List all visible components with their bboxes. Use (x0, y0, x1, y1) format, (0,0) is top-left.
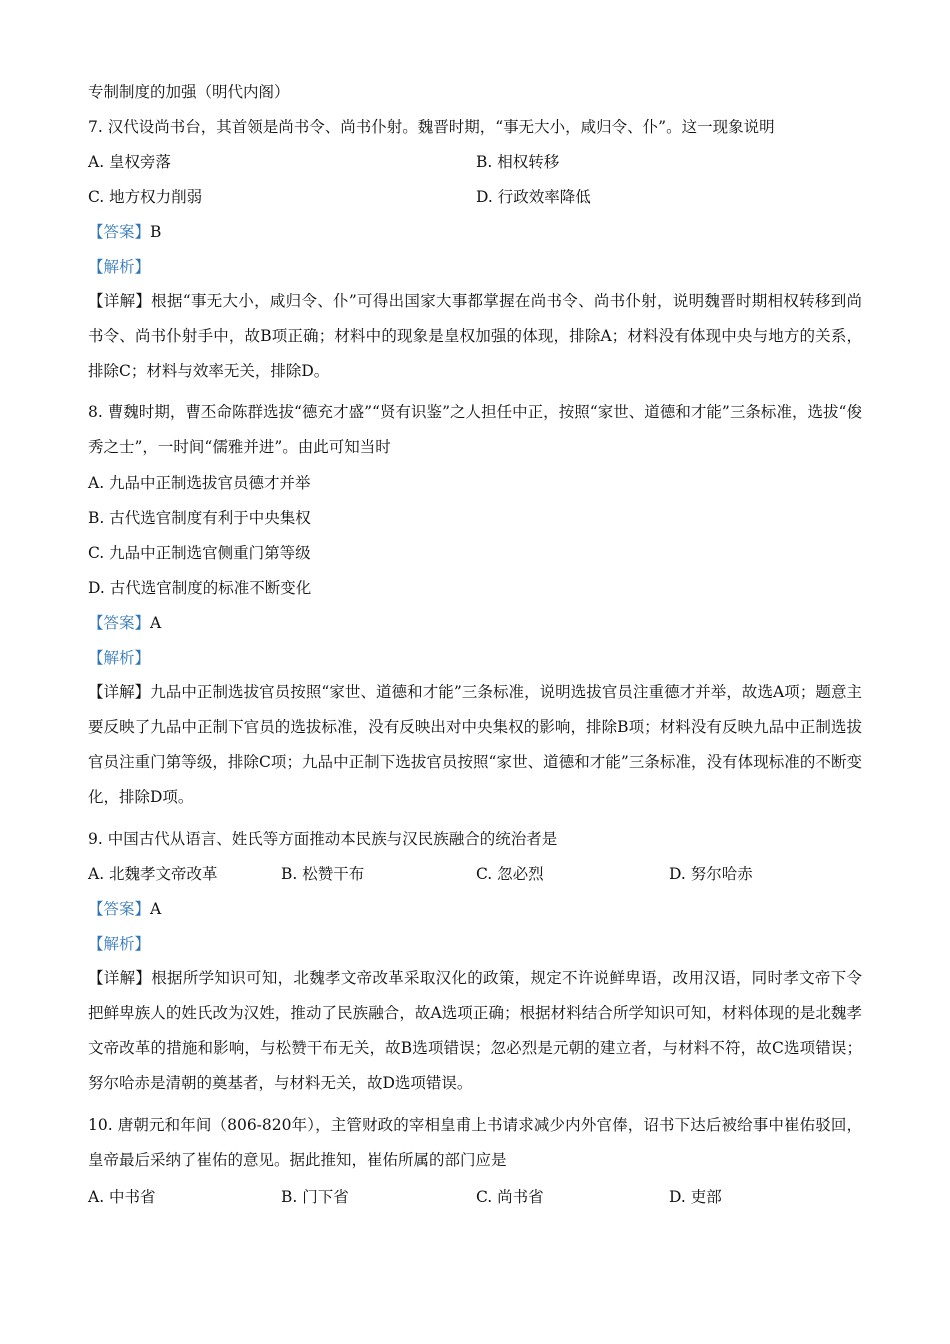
question-10-option-d: D. 吏部 (669, 1188, 722, 1206)
detail-tag: 【详解】 (88, 969, 152, 987)
question-8-option-d: D. 古代选官制度的标准不断变化 (88, 579, 312, 597)
question-7-detail (88, 284, 862, 389)
question-7-answer (88, 222, 161, 242)
question-7-analysis-tag: 【解析】 (88, 258, 151, 276)
question-10-stem: 10. 唐朝元和年间（806-820年），主管财政的宰相皇甫上书请求减少内外官俸，诏书下达后被给事中崔佑驳回，皇帝最后采纳了崔佑的意见。据此推知，崔佑所属的部门应是 (88, 1116, 862, 1169)
section-title: 专制制度的加强（明代内阁） (88, 83, 290, 101)
question-9-option-a: A. 北魏孝文帝改革 (88, 865, 218, 883)
question-9-option-b: B. 松赞干布 (281, 865, 365, 883)
detail-tag: 【详解】 (88, 292, 152, 310)
answer-tag: 【答案】 (88, 614, 151, 632)
question-8-option-b: B. 古代选官制度有利于中央集权 (88, 509, 311, 527)
detail-text: 根据所学知识可知，北魏孝文帝改革采取汉化的政策，规定不许说鲜卑语，改用汉语，同时孝文帝下令把鲜卑族人的姓氏改为汉姓，推动了民族融合，故A选项正确；根据材料结合所学知识可知，材料体现的是北魏孝文帝改革的措施和影响，与松赞干布无关，故B选项错误；忽必烈是元朝的建立者，与材料不符，故C选项错误；努尔哈赤是清朝的奠基者，与材料无关，故D选项错误。 (88, 969, 862, 1092)
question-8-option-a: A. 九品中正制选拔官员德才并举 (88, 474, 311, 492)
question-8-analysis-tag: 【解析】 (88, 649, 151, 667)
question-9-answer (88, 899, 161, 919)
question-7-option-c: C. 地方权力削弱 (88, 188, 203, 206)
question-7-stem: 7. 汉代设尚书台，其首领是尚书令、尚书仆射。魏晋时期，“事无大小，咸归令、仆”。这一现象说明 (88, 118, 775, 136)
question-9-analysis-tag: 【解析】 (88, 935, 151, 953)
question-8-answer (88, 613, 161, 633)
question-9-option-c: C. 忽必烈 (476, 865, 544, 883)
detail-text: 九品中正制选拔官员按照“家世、道德和才能”三条标准，说明选拔官员注重德才并举，故选A项；题意主要反映了九品中正制下官员的选拔标准，没有反映出对中央集权的影响，排除B项；材料没有反映九品中正制选拔官员注重门第等级，排除C项；九品中正制下选拔官员按照“家世、道德和才能”三条标准，没有体现标准的不断变化，排除D项。 (88, 683, 862, 806)
answer-value: A (150, 614, 162, 632)
question-8-detail (88, 675, 862, 815)
answer-tag: 【答案】 (88, 223, 151, 241)
question-9-stem: 9. 中国古代从语言、姓氏等方面推动本民族与汉民族融合的统治者是 (88, 830, 558, 848)
answer-tag: 【答案】 (88, 900, 151, 918)
question-8-stem: 8. 曹魏时期，曹丕命陈群选拔“德充才盛”“贤有识鉴”之人担任中正，按照“家世、道德和才能”三条标准，选拔“俊秀之士”，一时间“儒雅并进”。由此可知当时 (88, 403, 863, 456)
question-7-option-a: A. 皇权旁落 (88, 153, 172, 171)
question-9-detail (88, 961, 862, 1101)
question-10-option-c: C. 尚书省 (476, 1188, 544, 1206)
detail-text: 根据“事无大小，咸归令、仆”可得出国家大事都掌握在尚书令、尚书仆射，说明魏晋时期相权转移到尚书令、尚书仆射手中，故B项正确；材料中的现象是皇权加强的体现，排除A；材料没有体现中央与地方的关系，排除C；材料与效率无关，排除D。 (88, 292, 862, 380)
question-10-option-a: A. 中书省 (88, 1188, 156, 1206)
question-7-option-b: B. 相权转移 (476, 153, 560, 171)
answer-value: A (150, 900, 162, 918)
question-10-option-b: B. 门下省 (281, 1188, 349, 1206)
detail-tag: 【详解】 (88, 683, 151, 701)
question-7-option-d: D. 行政效率降低 (476, 188, 591, 206)
answer-value: B (150, 223, 162, 241)
question-9-option-d: D. 努尔哈赤 (669, 865, 753, 883)
question-8-option-c: C. 九品中正制选官侧重门第等级 (88, 544, 311, 562)
